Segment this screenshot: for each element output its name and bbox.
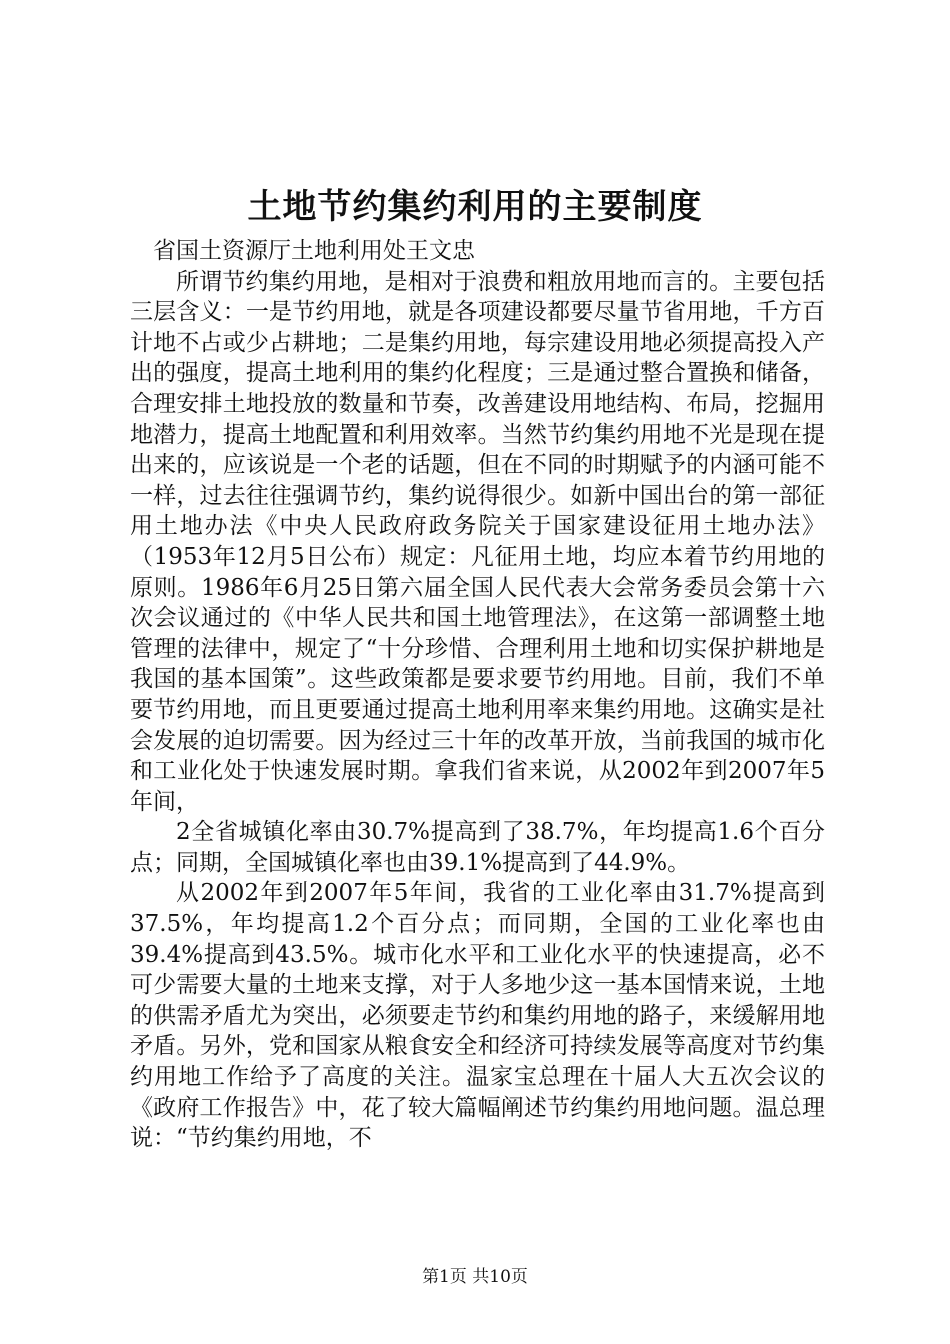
paragraph: 从2002年到2007年5年间，我省的工业化率由31.7%提高到37.5%，年均提高1.2个百分点；而同期，全国的工业化率也由39.4%提高到43.5%。城市化水平和工业化水平的快速提高，必不可少需要大量的土地来支撑，对于人多地少这一基本国情来说，土地的供需矛盾尤为突出，必须要走节约和集约用地的路子，来缓解用地矛盾。另外，党和国家从粮食安全和经济可持续发展等高度对节约集约用地工作给予了高度的关注。温家宝总理在十届人大五次会议的《政府工作报告》中，花了较大篇幅阐述节约集约用地问题。温总理说：“节约集约用地，不 [130,880,825,1152]
document-title: 土地节约集约利用的主要制度 [247,187,703,227]
document-body [130,236,825,1154]
author-line: 省国土资源厅土地利用处王文忠 [153,238,475,264]
paragraph: 所谓节约集约用地，是相对于浪费和粗放用地而言的。主要包括三层含义：一是节约用地，就是各项建设都要尽量节省用地，千方百计地不占或少占耕地；二是集约用地，每宗建设用地必须提高投入产出的强度，提高土地利用的集约化程度；三是通过整合置换和储备，合理安排土地投放的数量和节奏，改善建设用地结构、布局，挖掘用地潜力，提高土地配置和利用效率。当然节约集约用地不光是现在提出来的，应该说是一个老的话题，但在不同的时期赋予的内涵可能不一样，过去往往强调节约，集约说得很少。如新中国出台的第一部征用土地办法《中央人民政府政务院关于国家建设征用土地办法》（1953年12月5日公布）规定：凡征用土地，均应本着节约用地的原则。1986年6月25日第六届全国人民代表大会常务委员会第十六次会议通过的《中华人民共和国土地管理法》，在这第一部调整土地管理的法律中，规定了“十分珍惜、合理利用土地和切实保护耕地是我国的基本国策”。这些政策都是要求要节约用地。目前，我们不单要节约用地，而且更要通过提高土地利用率来集约用地。这确实是社会发展的迫切需要。因为经过三十年的改革开放，当前我国的城市化和工业化处于快速发展时期。拿我们省来说，从2002年到2007年5年间， [130,268,825,815]
paragraph: 2全省城镇化率由30.7%提高到了38.7%，年均提高1.6个百分点；同期，全国城镇化率也由39.1%提高到了44.9%。 [130,819,825,876]
page-footer: 第1页 共10页 [422,1267,528,1287]
